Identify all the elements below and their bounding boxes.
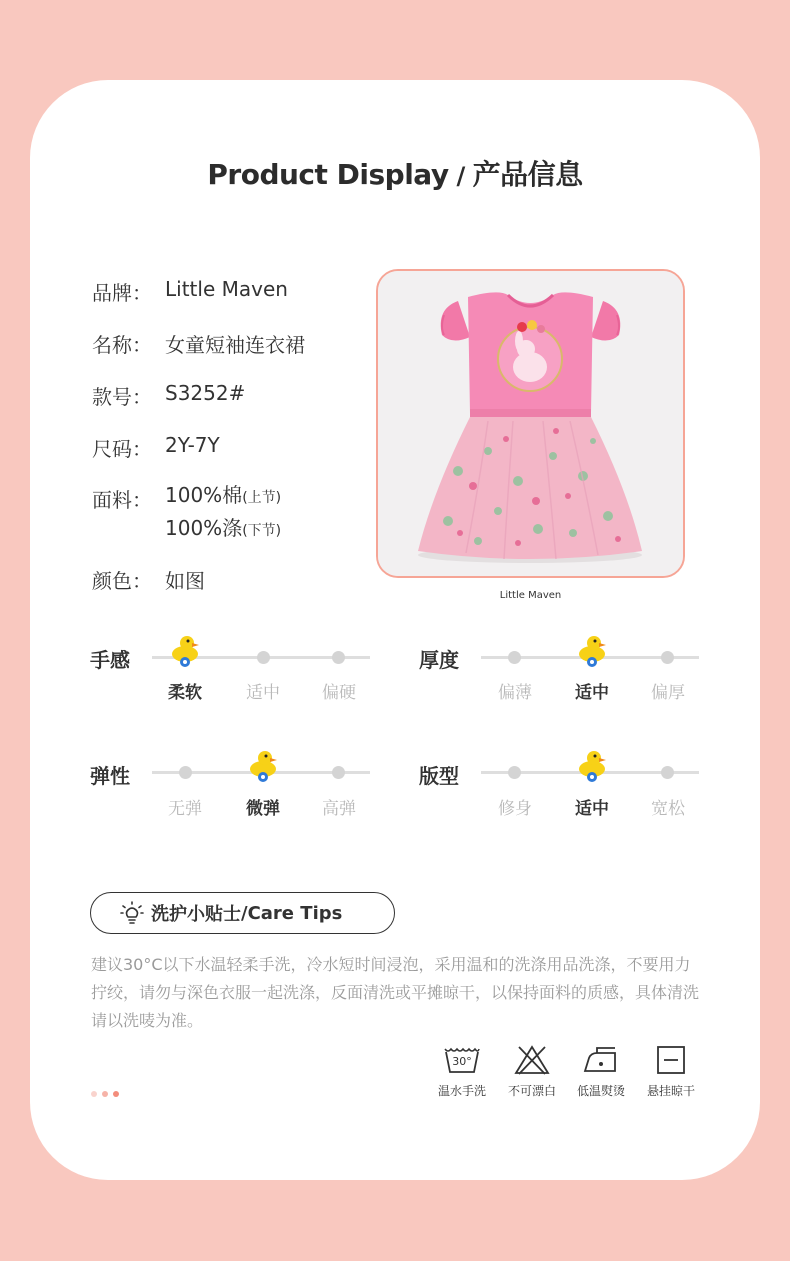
attr-label-elasticity: 弹性 [90,764,130,788]
option-hard: 偏硬 [322,683,356,703]
care-label: 不可漂白 [507,1084,556,1098]
no-bleach-icon [514,1044,550,1076]
care-tips-text: 建议30°C以下水温轻柔手洗，冷水短时间浸泡，采用温和的洗涤用品洗涤，不要用力拧绞，请勿与深色衣服一起洗涤，反面清洗或平摊晾干，以保持面料的质感，具体清洗请以洗唛为准。 [91,955,700,1030]
spec-brand [92,277,288,306]
spec-key: 品牌： [92,281,152,305]
hand-wash-30-icon [442,1044,482,1076]
spec-value: 女童短袖连衣裙 [165,333,305,357]
care-label: 温水手洗 [437,1084,486,1098]
svg-text:30°: 30° [452,1055,472,1068]
scale-dot [179,766,192,779]
lightbulb-icon [119,900,145,926]
option-soft: 柔软 [168,683,202,703]
option-high-stretch: 高弹 [322,799,356,819]
care-no-bleach [495,1044,569,1099]
spec-key: 名称： [92,333,152,357]
option-medium: 适中 [575,683,609,703]
spec-size [92,433,220,462]
fabric-lower: 100%涤 [165,516,243,540]
line-dry-icon [655,1044,687,1076]
spec-key: 面料： [92,488,152,512]
page-title: Product Display / 产品信息 [207,158,583,191]
attr-label-thickness: 厚度 [419,648,459,672]
scale-dot [332,651,345,664]
care-label: 低温熨烫 [576,1084,625,1098]
scale-dot [257,651,270,664]
spec-key: 颜色： [92,569,152,593]
duck-marker-icon [574,632,610,668]
spec-value: 2Y-7Y [165,433,220,457]
option-slight-stretch: 微弹 [246,799,280,819]
product-photo [376,269,685,578]
duck-marker-icon [574,747,610,783]
duck-marker-icon [167,632,203,668]
scale-dot [508,651,521,664]
fabric-upper-note: (上节) [242,490,282,506]
spec-value: S3252# [165,381,246,405]
option-slim: 修身 [498,799,532,819]
option-thick: 偏厚 [651,683,685,703]
dot [113,1091,119,1097]
care-hand-wash [425,1044,499,1099]
spec-value: Little Maven [165,277,288,301]
fabric-upper: 100%棉 [165,483,243,507]
option-medium: 适中 [246,683,280,703]
fabric-lower-note: (下节) [242,523,282,539]
scale-dot [332,766,345,779]
scale-dot [661,651,674,664]
spec-key: 款号： [92,385,152,409]
dot [91,1091,97,1097]
care-tips-pill: 洗护小贴士 / Care Tips [90,892,395,934]
option-regular: 适中 [575,799,609,819]
duck-marker-icon [245,747,281,783]
option-no-stretch: 无弹 [168,799,202,819]
low-iron-icon [581,1044,621,1076]
dot [102,1091,108,1097]
scale-dot [508,766,521,779]
attr-label-feel: 手感 [90,648,130,672]
spec-color [92,565,205,594]
page-dots [91,1091,119,1097]
option-thin: 偏薄 [498,683,532,703]
dress-icon [378,271,683,576]
photo-caption: Little Maven [499,590,562,601]
spec-name [92,329,305,358]
care-label: 悬挂晾干 [646,1084,695,1098]
option-loose: 宽松 [651,799,685,819]
spec-key: 尺码： [92,437,152,461]
spec-style-number [92,381,245,410]
care-low-iron [564,1044,638,1099]
care-line-dry [634,1044,708,1099]
scale-dot [661,766,674,779]
spec-value: 如图 [165,569,205,593]
attr-label-fit: 版型 [419,764,459,788]
spec-fabric [92,484,281,546]
